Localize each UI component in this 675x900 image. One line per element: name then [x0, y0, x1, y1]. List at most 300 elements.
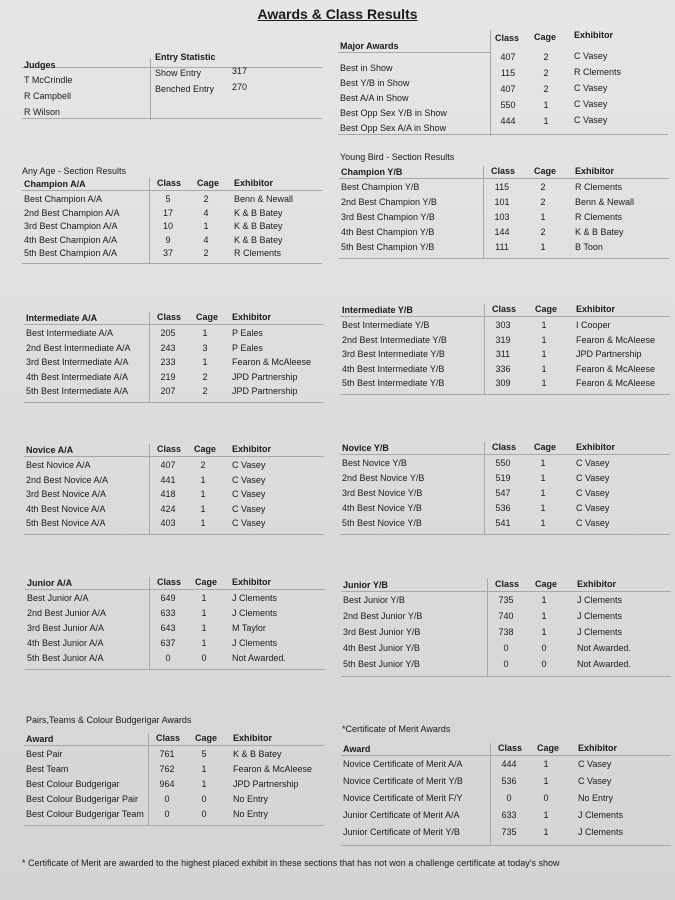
class-number: 111: [495, 242, 509, 252]
table-row: [340, 321, 670, 336]
table-row: [24, 750, 324, 765]
table-heading: Intermediate A/A: [26, 313, 98, 323]
table-row: [341, 612, 671, 628]
cage-number: 2: [200, 460, 206, 470]
award-name: 2nd Best Champion Y/B: [341, 197, 437, 207]
cage-number: 1: [541, 349, 547, 359]
table-rule: [22, 263, 322, 264]
class-number: 0: [503, 643, 509, 653]
class-header: Class: [157, 444, 182, 454]
cage-number: 1: [201, 764, 207, 774]
entry-label: Benched Entry: [155, 84, 215, 94]
class-number: 319: [495, 334, 511, 345]
award-name: 2nd Best Junior Y/B: [343, 611, 423, 621]
class-header: Class: [492, 304, 517, 314]
class-header: Class: [157, 178, 182, 188]
cage-number: 1: [201, 779, 207, 789]
award-name: 5th Best Champion Y/B: [341, 242, 435, 252]
table-heading: Junior A/A: [27, 578, 73, 588]
cage-header: Cage: [195, 733, 218, 743]
table-divider: [487, 579, 488, 676]
class-header: Class: [156, 733, 181, 743]
award-name: Novice Certificate of Merit F/Y: [343, 793, 463, 803]
class-header: Class: [157, 312, 182, 322]
table-row: [339, 183, 669, 198]
table-row: [25, 624, 325, 639]
award-name: Best Pair: [26, 749, 63, 759]
cage-number: 1: [541, 595, 547, 605]
award-name: Novice Certificate of Merit Y/B: [343, 776, 463, 786]
table-rule: [24, 534, 324, 535]
award-name: Best Opp Sex A/A in Show: [340, 123, 447, 133]
cage-number: 2: [543, 68, 549, 78]
exhibitor-name: C Vasey: [576, 503, 610, 513]
class-number: 103: [494, 212, 510, 222]
table-row: [22, 249, 322, 263]
cage-number: 0: [201, 794, 207, 804]
table-rule: [25, 669, 325, 670]
cage-number: 1: [543, 116, 549, 126]
award-name: 4th Best Intermediate Y/B: [342, 363, 445, 374]
judges-heading: Judges: [24, 60, 56, 70]
entry-value: 317: [232, 66, 248, 76]
table-rule: [24, 402, 324, 403]
cage-number: 1: [540, 518, 546, 528]
table-heading: Novice A/A: [26, 445, 74, 455]
exhibitor-header: Exhibitor: [232, 444, 272, 454]
entry-label: Show Entry: [155, 68, 202, 78]
cage-number: 1: [540, 503, 546, 513]
cage-number: 2: [202, 371, 208, 382]
exhibitor-name: JPD Partnership: [233, 779, 299, 789]
table-row: [24, 519, 324, 534]
cage-number: 0: [541, 643, 547, 653]
table-row: [340, 350, 670, 365]
exhibitor-name: R Clements: [575, 212, 623, 222]
class-header: Class: [498, 743, 523, 753]
exhibitor-name: J Clements: [232, 593, 278, 603]
exhibitor-header: Exhibitor: [575, 166, 615, 176]
table-row: [25, 639, 325, 654]
class-number: 536: [495, 503, 511, 513]
table-divider: [484, 442, 485, 534]
cage-number: 0: [201, 809, 207, 819]
table-row: [341, 794, 671, 811]
table-row: [24, 490, 324, 505]
exhibitor-name: K & B Batey: [234, 207, 283, 218]
award-name: 2nd Best Intermediate A/A: [26, 342, 131, 353]
cage-header: Cage: [534, 32, 557, 42]
table-rule: [341, 591, 671, 592]
table-row: [339, 213, 669, 228]
class-number: 205: [160, 328, 176, 338]
entry-heading: Entry Statistic: [155, 52, 216, 62]
table-divider: [149, 577, 150, 669]
table-row: [341, 596, 671, 612]
award-name: 5th Best Novice Y/B: [342, 518, 422, 528]
class-number: 243: [160, 342, 176, 353]
class-header: Class: [495, 579, 520, 589]
exhibitor-name: Fearon & McAleese: [576, 378, 656, 388]
cage-number: 1: [200, 474, 206, 485]
judge-name: R Campbell: [24, 91, 72, 101]
table-row: [24, 810, 324, 825]
award-name: Junior Certificate of Merit A/A: [343, 810, 460, 820]
table-row: [22, 195, 322, 209]
table-rule: [340, 316, 670, 317]
table-row: [340, 459, 670, 474]
judges-block: [22, 52, 322, 128]
table-heading: Champion Y/B: [341, 167, 403, 177]
exhibitor-name: K & B Batey: [234, 221, 283, 231]
cage-number: 2: [540, 227, 546, 237]
table-row: [341, 777, 671, 794]
award-name: 5th Best Novice A/A: [26, 518, 106, 528]
exhibitor-name: C Vasey: [574, 99, 608, 109]
table-divider: [149, 312, 150, 402]
cage-number: 1: [540, 212, 546, 222]
award-name: Best in Show: [340, 63, 393, 73]
cage-number: 1: [201, 608, 207, 618]
class-number: 37: [162, 248, 173, 258]
award-name: 3rd Best Champion A/A: [24, 221, 118, 231]
award-name: 3rd Best Intermediate A/A: [26, 357, 129, 367]
class-number: 643: [160, 623, 176, 633]
pairs-section-title: Pairs,Teams & Colour Budgerigar Awards: [26, 715, 192, 725]
class-number: 309: [495, 378, 511, 388]
exhibitor-name: B Toon: [575, 242, 603, 252]
award-name: 4th Best Novice A/A: [26, 503, 106, 514]
exhibitor-name: C Vasey: [574, 115, 608, 125]
cage-number: 2: [543, 52, 549, 62]
award-name: Best Colour Budgerigar: [26, 779, 120, 789]
exhibitor-name: C Vasey: [578, 759, 612, 769]
table-row: [338, 115, 668, 136]
cage-number: 1: [543, 827, 549, 837]
table-row: [24, 765, 324, 780]
table-divider: [483, 166, 484, 258]
table-rule: [341, 755, 671, 756]
table-row: [340, 365, 670, 380]
award-name: Best Junior Y/B: [343, 595, 405, 605]
award-name: Best Champion Y/B: [341, 182, 420, 192]
judge-name: R Wilson: [24, 107, 61, 117]
exhibitor-name: C Vasey: [232, 518, 266, 528]
table-row: [22, 222, 322, 236]
award-name: Best Intermediate A/A: [26, 328, 114, 338]
class-number: 735: [501, 827, 517, 837]
exhibitor-header: Exhibitor: [232, 577, 272, 587]
award-name: 3rd Best Intermediate Y/B: [342, 349, 445, 359]
exhibitor-name: I Cooper: [576, 320, 611, 330]
class-number: 519: [495, 473, 511, 483]
table-divider: [148, 733, 149, 825]
cage-number: 1: [201, 638, 207, 648]
exhibitor-name: C Vasey: [576, 473, 610, 483]
class-number: 336: [495, 363, 511, 374]
table-rule: [25, 589, 325, 590]
cage-number: 1: [540, 473, 546, 483]
class-number: 761: [159, 749, 175, 759]
table-row: [339, 228, 669, 243]
award-name: 3rd Best Novice Y/B: [342, 488, 423, 498]
class-number: 0: [164, 809, 170, 819]
cage-number: 5: [201, 749, 207, 759]
class-number: 964: [159, 779, 175, 789]
cage-number: 1: [201, 623, 207, 633]
exhibitor-name: No Entry: [233, 794, 269, 804]
class-number: 0: [164, 794, 170, 804]
entry-value: 270: [232, 82, 248, 92]
cage-number: 3: [202, 342, 208, 353]
exhibitor-header: Exhibitor: [578, 743, 618, 753]
table-divider: [490, 743, 491, 845]
table-rule: [24, 456, 324, 457]
exhibitor-name: J Clements: [232, 638, 278, 648]
exhibitor-name: C Vasey: [232, 489, 266, 499]
exhibitor-name: J Clements: [577, 595, 623, 605]
major-heading: Major Awards: [340, 41, 399, 51]
exhibitor-name: R Clements: [575, 182, 623, 192]
exhibitor-name: J Clements: [578, 827, 624, 837]
cage-number: 1: [203, 221, 209, 231]
table-row: [339, 243, 669, 258]
cage-number: 2: [543, 84, 549, 94]
cage-number: 1: [541, 627, 547, 637]
award-name: 5th Best Junior Y/B: [343, 659, 420, 669]
award-name: Best Opp Sex Y/B in Show: [340, 108, 447, 118]
award-name: 4th Best Champion A/A: [24, 234, 118, 245]
cage-number: 0: [541, 659, 547, 669]
award-name: Best Y/B in Show: [340, 78, 410, 88]
exhibitor-name: R Clements: [234, 248, 282, 258]
class-number: 633: [501, 810, 517, 820]
class-number: 762: [159, 764, 175, 774]
cage-number: 1: [201, 593, 207, 603]
class-header: Class: [491, 166, 516, 176]
cage-number: 1: [541, 611, 547, 621]
cage-header: Cage: [534, 442, 557, 452]
class-number: 633: [160, 608, 176, 618]
exhibitor-name: K & B Batey: [234, 234, 283, 245]
cage-number: 1: [540, 458, 546, 468]
award-name: 4th Best Novice Y/B: [342, 503, 422, 513]
any-age-section-title: Any Age - Section Results: [22, 166, 127, 176]
award-name: 2nd Best Novice Y/B: [342, 473, 425, 483]
table-row: [24, 461, 324, 476]
cage-number: 1: [202, 328, 208, 338]
exhibitor-name: C Vasey: [576, 458, 610, 468]
exhibitor-name: Fearon & McAleese: [232, 357, 312, 367]
exhibitor-header: Exhibitor: [577, 579, 617, 589]
table-row: [341, 760, 671, 777]
award-name: 3rd Best Junior Y/B: [343, 627, 421, 637]
award-name: Best A/A in Show: [340, 93, 409, 103]
exhibitor-name: P Eales: [232, 328, 263, 338]
award-name: 5th Best Intermediate A/A: [26, 386, 129, 396]
award-name: Best Colour Budgerigar Pair: [26, 794, 139, 804]
table-rule: [340, 534, 670, 535]
cage-number: 1: [541, 334, 547, 345]
award-name: 4th Best Junior A/A: [27, 638, 104, 648]
class-number: 541: [495, 518, 511, 528]
class-number: 441: [160, 474, 176, 485]
exhibitor-name: Fearon & McAleese: [576, 363, 656, 374]
table-row: [341, 660, 671, 676]
cage-number: 2: [540, 197, 546, 207]
class-number: 735: [498, 595, 514, 605]
table-rule: [340, 394, 670, 395]
class-header: Class: [492, 442, 517, 452]
class-number: 10: [162, 221, 173, 231]
class-number: 550: [500, 100, 516, 110]
cage-number: 4: [203, 207, 209, 218]
table-row: [24, 795, 324, 810]
table-row: [340, 519, 670, 534]
table-row: [340, 489, 670, 504]
cage-header: Cage: [535, 579, 558, 589]
award-name: Best Novice Y/B: [342, 458, 407, 468]
cage-header: Cage: [195, 577, 218, 587]
class-number: 547: [495, 488, 511, 498]
award-name: Best Junior A/A: [27, 593, 89, 603]
table-divider: [484, 304, 485, 394]
table-heading: Novice Y/B: [342, 443, 389, 453]
table-row: [341, 644, 671, 660]
cage-number: 1: [200, 518, 206, 528]
exhibitor-name: Benn & Newall: [234, 194, 294, 204]
table-row: [340, 336, 670, 351]
table-rule: [24, 324, 324, 325]
cage-number: 2: [203, 248, 209, 258]
cage-header: Cage: [194, 444, 217, 454]
exhibitor-name: C Vasey: [232, 460, 266, 470]
major-awards-block: [338, 30, 668, 140]
exhibitor-name: No Entry: [233, 809, 269, 819]
award-name: 4th Best Champion Y/B: [341, 227, 435, 237]
exhibitor-header: Exhibitor: [234, 178, 274, 188]
exhibitor-name: J Clements: [578, 810, 624, 820]
table-row: [24, 329, 324, 344]
class-number: 637: [160, 638, 176, 648]
footnote: * Certificate of Merit are awarded to the highest placed exhibit in these sections that has not won a challenge certificate at today's show: [22, 858, 560, 868]
class-number: 233: [160, 357, 176, 367]
award-name: 2nd Best Junior A/A: [27, 608, 107, 618]
table-row: [24, 344, 324, 359]
table-row: [25, 654, 325, 669]
merit-section-title: *Certificate of Merit Awards: [342, 724, 451, 734]
class-number: 740: [498, 611, 514, 621]
exhibitor-name: Not Awarded.: [232, 653, 286, 663]
table-heading: Award: [343, 744, 371, 754]
cage-number: 1: [543, 100, 549, 110]
class-number: 403: [160, 518, 176, 528]
class-number: 444: [500, 116, 516, 126]
class-number: 311: [495, 349, 511, 359]
award-name: Junior Certificate of Merit Y/B: [343, 827, 460, 837]
cage-number: 1: [541, 320, 547, 330]
exhibitor-name: J Clements: [577, 627, 623, 637]
exhibitor-header: Exhibitor: [574, 30, 614, 40]
table-rule: [341, 676, 671, 677]
table-row: [339, 198, 669, 213]
page-title: Awards & Class Results: [257, 6, 418, 22]
class-number: 5: [165, 194, 171, 204]
table-row: [24, 780, 324, 795]
exhibitor-name: P Eales: [232, 342, 263, 353]
cage-number: 1: [202, 357, 208, 367]
class-number: 115: [500, 68, 516, 78]
cage-header: Cage: [535, 304, 558, 314]
class-number: 424: [160, 503, 176, 514]
award-name: 4th Best Intermediate A/A: [26, 371, 129, 382]
cage-header: Cage: [537, 743, 560, 753]
table-row: [341, 811, 671, 828]
exhibitor-name: Benn & Newall: [575, 197, 635, 207]
table-row: [340, 474, 670, 489]
table-divider: [149, 444, 150, 534]
class-number: 101: [494, 197, 510, 207]
class-number: 219: [160, 371, 176, 382]
award-name: 4th Best Junior Y/B: [343, 643, 420, 653]
exhibitor-name: M Taylor: [232, 623, 266, 633]
class-number: 0: [165, 653, 171, 663]
cage-number: 0: [201, 653, 207, 663]
class-header: Class: [495, 33, 520, 43]
exhibitor-name: K & B Batey: [575, 227, 624, 237]
award-name: 2nd Best Champion A/A: [24, 207, 120, 218]
exhibitor-name: C Vasey: [578, 776, 612, 786]
award-name: 5th Best Junior A/A: [27, 653, 104, 663]
award-name: 2nd Best Intermediate Y/B: [342, 334, 447, 345]
cage-number: 4: [203, 234, 209, 245]
exhibitor-name: J Clements: [577, 611, 623, 621]
table-rule: [339, 178, 669, 179]
table-rule: [341, 845, 671, 846]
table-rule: [339, 258, 669, 259]
cage-number: 1: [200, 489, 206, 499]
table-heading: Champion A/A: [24, 179, 86, 189]
cage-number: 1: [543, 776, 549, 786]
exhibitor-name: Not Awarded.: [577, 659, 631, 669]
class-number: 17: [162, 207, 173, 218]
exhibitor-name: Fearon & McAleese: [233, 764, 313, 774]
class-number: 0: [503, 659, 509, 669]
table-rule: [24, 825, 324, 826]
cage-number: 1: [541, 378, 547, 388]
exhibitor-name: C Vasey: [232, 474, 266, 485]
table-row: [25, 609, 325, 624]
class-number: 407: [500, 84, 516, 94]
cage-header: Cage: [196, 312, 219, 322]
cage-number: 1: [543, 810, 549, 820]
exhibitor-name: C Vasey: [232, 503, 266, 514]
exhibitor-name: C Vasey: [574, 51, 608, 61]
table-row: [24, 505, 324, 520]
table-row: [22, 236, 322, 250]
award-name: Best Novice A/A: [26, 460, 91, 470]
exhibitor-header: Exhibitor: [233, 733, 273, 743]
table-rule: [340, 454, 670, 455]
class-number: 738: [498, 627, 514, 637]
exhibitor-name: R Clements: [574, 67, 622, 77]
table-row: [341, 828, 671, 845]
cage-number: 1: [543, 759, 549, 769]
class-number: 550: [495, 458, 511, 468]
exhibitor-name: JPD Partnership: [576, 349, 642, 359]
exhibitor-header: Exhibitor: [576, 442, 616, 452]
exhibitor-name: Fearon & McAleese: [576, 334, 656, 345]
